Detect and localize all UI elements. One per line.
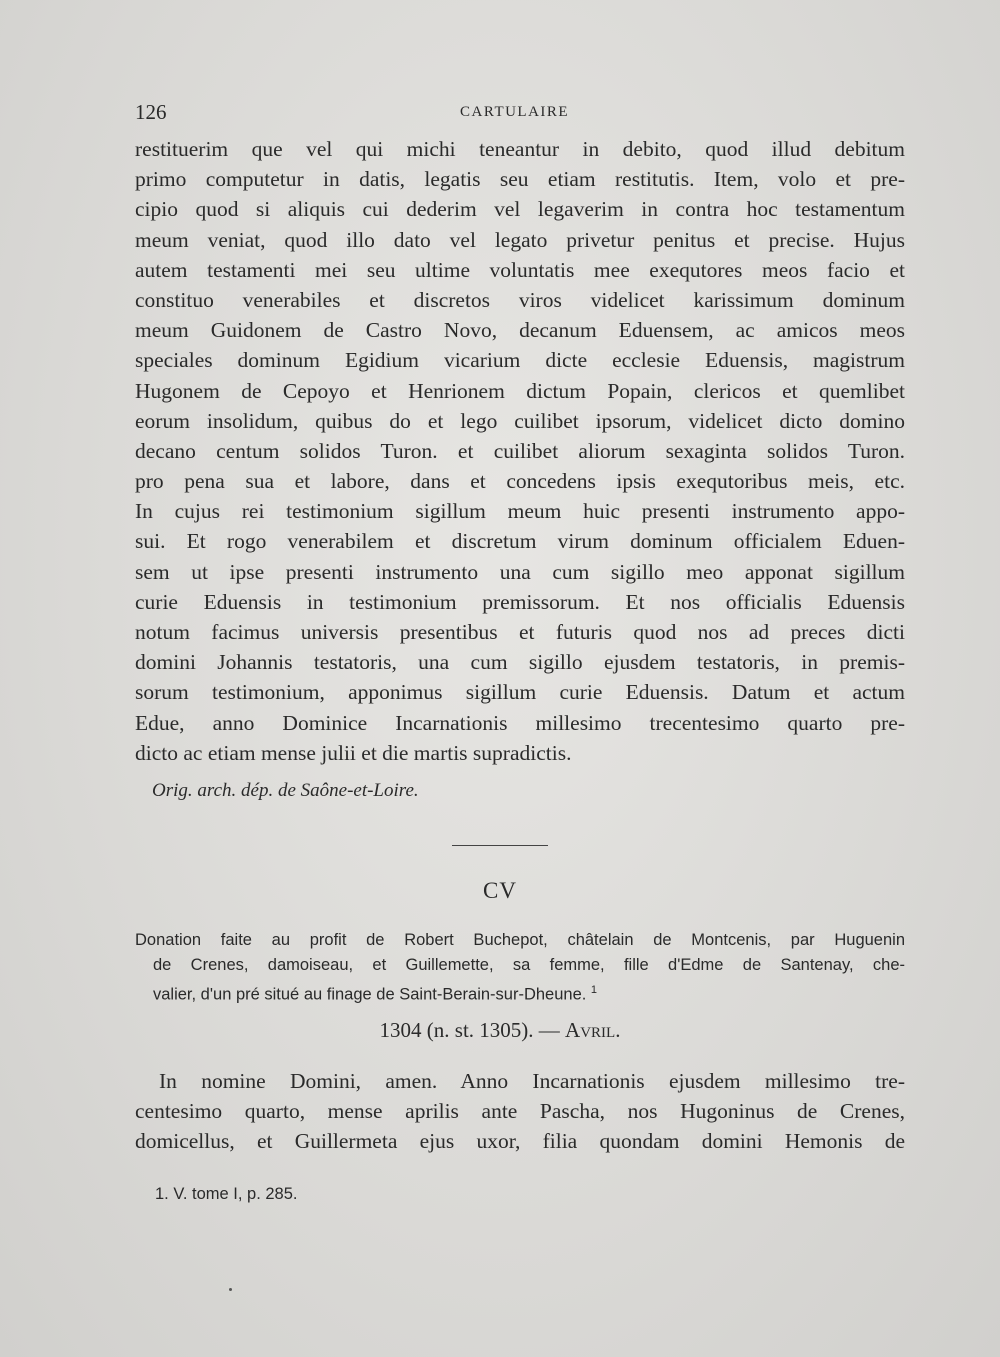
running-head: CARTULAIRE [460, 104, 570, 120]
text-line: sorum testimonium, apponimus sigillum curie Eduensis. Datum et actum [135, 680, 905, 705]
page-number: 126 [135, 100, 167, 124]
summary-line [135, 978, 905, 1003]
date-text: 1304 (n. st. 1305). — [379, 1018, 566, 1042]
summary-line: de Crenes, damoiseau, et Guillemette, sa femme, fille d'Edme de Santenay, che- [153, 956, 905, 974]
text-line: eorum insolidum, quibus do et lego cuilibet ipsorum, videlicet dicto domino [135, 408, 905, 433]
text-line: meum Guidonem de Castro Novo, decanum Eduensem, ac amicos meos [135, 318, 905, 343]
text-line: pro pena sua et labore, dans et concedens ipsis exequtoribus meis, etc. [135, 469, 905, 494]
body-text [135, 134, 905, 768]
summary-line: Donation faite au profit de Robert Buchepot, châtelain de Montcenis, par Huguenin [135, 931, 905, 949]
text-line: dicto ac etiam mense julii et die martis supradictis. [135, 740, 572, 765]
text-line: Hugonem de Cepoyo et Henrionem dictum Popain, clericos et quemlibet [135, 378, 905, 403]
text-line: speciales dominum Egidium vicarium dicte ecclesie Eduensis, magistrum [135, 348, 905, 373]
charter-summary [135, 928, 905, 1003]
source-citation: Orig. arch. dép. de Saône-et-Loire. [152, 780, 419, 801]
ink-speck [229, 1288, 232, 1291]
text-line: primo computetur in datis, legatis seu etiam restitutis. Item, volo et pre- [135, 167, 905, 192]
text-line: restituerim que vel qui michi teneantur in debito, quod illud debitum [135, 137, 905, 161]
text-line: In cujus rei testimonium sigillum meum huic presenti instrumento appo- [135, 499, 905, 524]
text-line: autem testamenti mei seu ultime voluntatis mee exequtores meos facio et [135, 257, 905, 282]
text-line: sui. Et rogo venerabilem et discretum virum dominum officialem Eduen- [135, 529, 905, 554]
page-header [135, 100, 905, 128]
text-line: curie Eduensis in testimonium premissorum. Et nos officialis Eduensis [135, 589, 905, 614]
footnote: 1. V. tome I, p. 285. [155, 1185, 298, 1203]
text-line: notum facimus universis presentibus et futuris quod nos ad preces dicti [135, 620, 905, 644]
text-line: In nomine Domini, amen. Anno Incarnationis ejusdem millesimo tre- [159, 1069, 905, 1093]
charter-date [0, 1018, 1000, 1043]
section-separator [452, 845, 548, 846]
section-number: CV [483, 878, 517, 903]
charter-text [135, 1066, 905, 1157]
text-line: decano centum solidos Turon. et cuilibet aliorum sexaginta solidos Turon. [135, 438, 905, 463]
date-month: Avril. [565, 1018, 621, 1042]
text-line: Edue, anno Dominice Incarnationis millesimo trecentesimo quarto pre- [135, 710, 905, 735]
summary-line-text: valier, d'un pré situé au finage de Saint-Berain-sur-Dheune. [153, 985, 587, 1004]
text-line: centesimo quarto, mense aprilis ante Pascha, nos Hugoninus de Crenes, [135, 1099, 905, 1124]
footnote-reference: 1 [590, 984, 598, 996]
text-line: meum veniat, quod illo dato vel legato privetur penitus et precise. Hujus [135, 227, 905, 252]
text-line: sem ut ipse presenti instrumento una cum sigillo meo apponat sigillum [135, 559, 905, 584]
text-line: domicellus, et Guillermeta ejus uxor, filia quondam domini Hemonis de [135, 1129, 905, 1154]
text-line: cipio quod si aliquis cui dederim vel legaverim in contra hoc testamentum [135, 197, 905, 222]
text-line: domini Johannis testatoris, una cum sigillo ejusdem testatoris, in premis- [135, 650, 905, 675]
text-line: constituo venerabiles et discretos viros videlicet karissimum dominum [135, 287, 905, 312]
